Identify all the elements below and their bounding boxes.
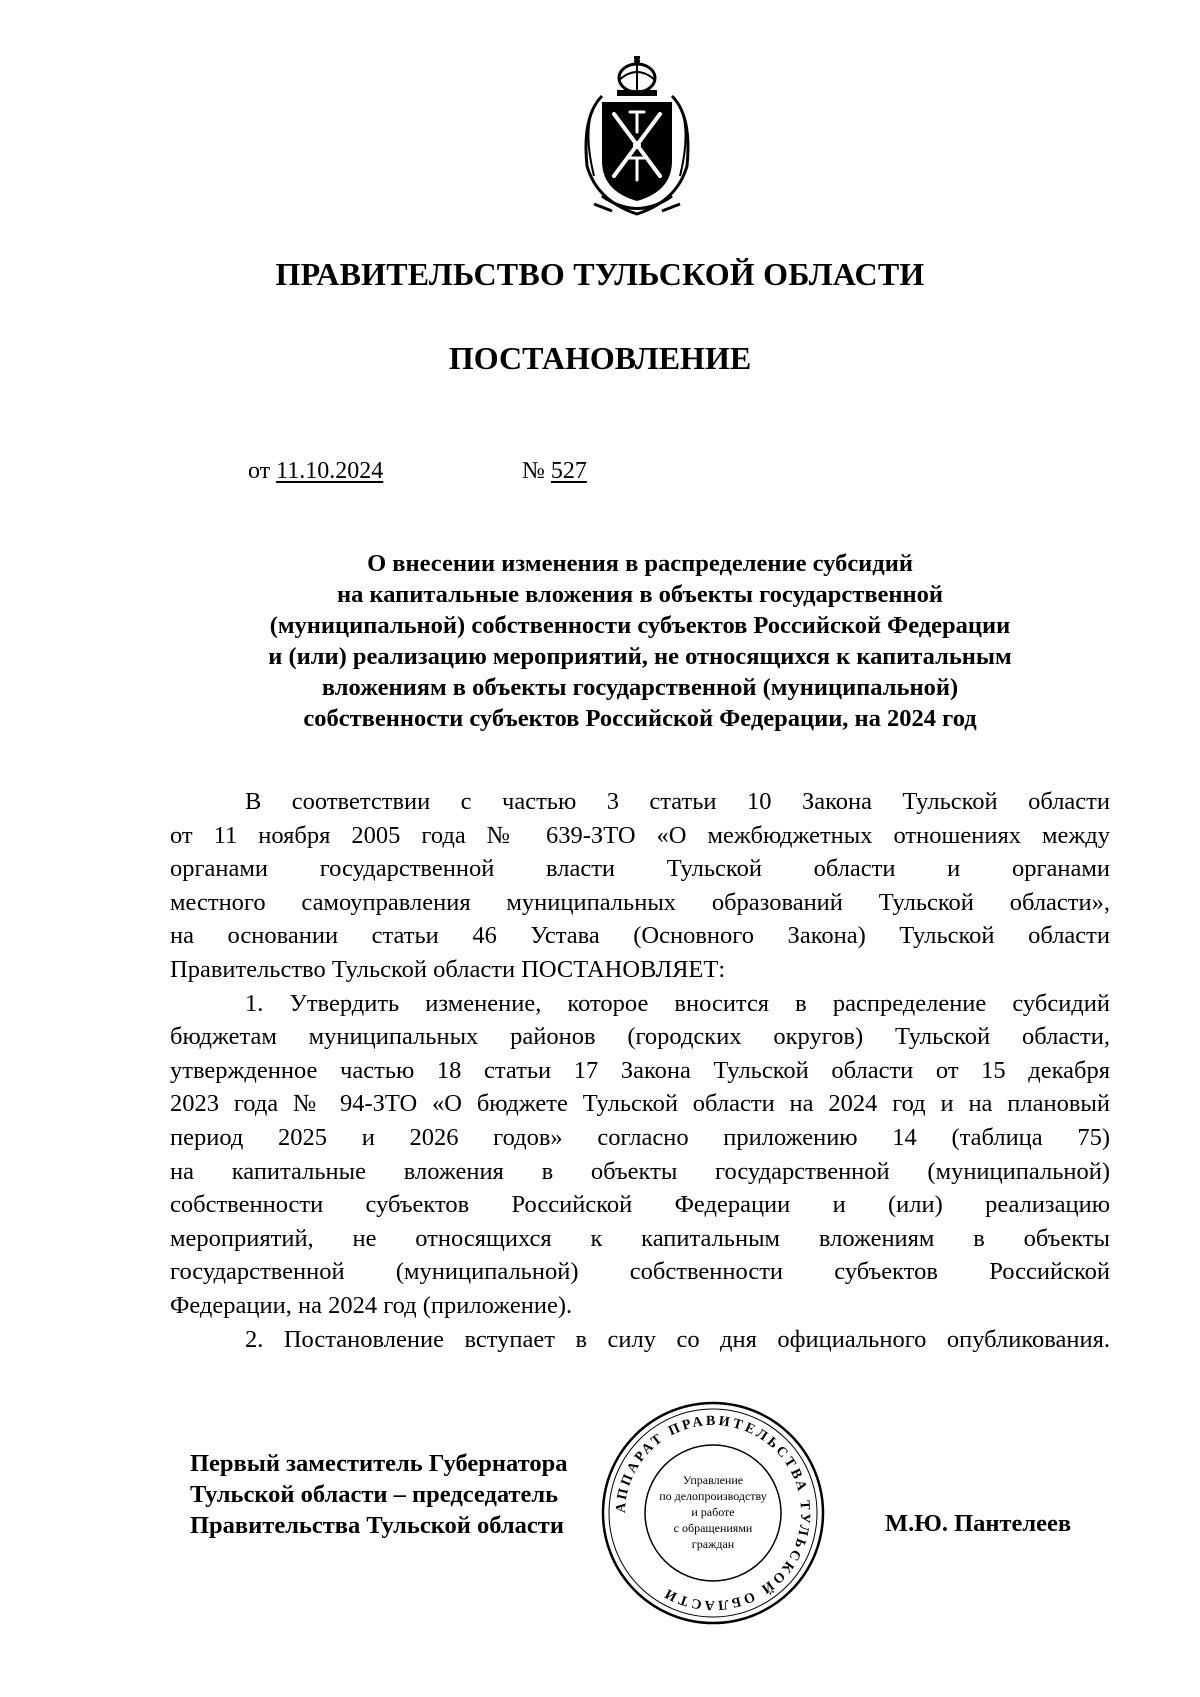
subject-line: (муниципальной) собственности субъектов Российской Федерации [269, 612, 1011, 639]
body-line: период 2025 и 2026 годов» согласно приложению 14 (таблица 75) [170, 1123, 1110, 1151]
subject-line: и (или) реализацию мероприятий, не относящихся к капитальным [268, 643, 1012, 670]
stamp-center-line: Управление [682, 1473, 744, 1487]
number-value: 527 [550, 458, 587, 484]
body-line: 1. Утвердить изменение, которое вносится в распределение субсидий [245, 989, 1110, 1017]
subject-line: собственности субъектов Российской Федерации, на 2024 год [303, 705, 977, 732]
signatory-name: М.Ю. Пантелеев [885, 1510, 1072, 1537]
position-line: Тульской области – председатель [190, 1481, 559, 1508]
stamp-center-line: граждан [691, 1537, 735, 1551]
body-line: утвержденное частью 18 статьи 17 Закона Тульской области от 15 декабря [170, 1056, 1110, 1084]
stamp-center-line: по делопроизводству [659, 1489, 767, 1503]
signatory-position [190, 1448, 567, 1541]
body-line: бюджетам муниципальных районов (городских округов) Тульской области, [170, 1023, 1110, 1051]
official-stamp [598, 1398, 828, 1628]
number-prefix: № [522, 458, 545, 484]
doc-date [248, 458, 383, 485]
body-line: местного самоуправления муниципальных образований Тульской области», [170, 888, 1110, 916]
body-line: В соответствии с частью 3 статьи 10 Закона Тульской области [245, 788, 1110, 815]
subject-line: на капитальные вложения в объекты государственной [336, 581, 944, 608]
body-line: Правительство Тульской области ПОСТАНОВЛЯЕТ: [170, 955, 726, 983]
coat-of-arms-icon [572, 56, 702, 216]
position-line: Правительства Тульской области [190, 1512, 564, 1539]
body-line: на капитальные вложения в объекты государственной (муниципальной) [170, 1157, 1110, 1185]
body-line: собственности субъектов Российской Федерации и (или) реализацию [170, 1191, 1110, 1219]
org-title: ПРАВИТЕЛЬСТВО ТУЛЬСКОЙ ОБЛАСТИ [275, 256, 925, 292]
body-line: Федерации, на 2024 год (приложение). [170, 1291, 573, 1319]
body-line: от 11 ноября 2005 года № 639-ЗТО «О межбюджетных отношениях между [170, 821, 1110, 849]
doc-body [170, 785, 1110, 1356]
body-line: 2. Постановление вступает в силу со дня официального опубликования. [245, 1325, 1110, 1353]
stamp-ring-text: АППАРАТ ПРАВИТЕЛЬСТВА ТУЛЬСКОЙ ОБЛАСТИ [613, 1413, 813, 1613]
doc-number [522, 458, 587, 485]
position-line: Первый заместитель Губернатора [190, 1450, 568, 1477]
body-line: на основании статьи 46 Устава (Основного Закона) Тульской области [170, 922, 1110, 950]
body-line: органами государственной власти Тульской области и органами [170, 855, 1110, 883]
doc-type-title: ПОСТАНОВЛЕНИЕ [448, 340, 752, 376]
subject-line: О внесении изменения в распределение субсидий [367, 550, 913, 577]
body-line: государственной (муниципальной) собственности субъектов Российской [170, 1258, 1110, 1286]
body-line: 2023 года № 94-ЗТО «О бюджете Тульской области на 2024 год и на плановый [170, 1090, 1110, 1118]
subject-line: вложениям в объекты государственной (муниципальной) [321, 674, 959, 701]
doc-subject [170, 548, 1110, 734]
date-value: 11.10.2024 [276, 458, 384, 484]
stamp-center-line: с обращениями [673, 1521, 753, 1535]
stamp-center-line: и работе [691, 1505, 735, 1519]
date-prefix: от [248, 458, 271, 484]
body-line: мероприятий, не относящихся к капитальным вложениям в объекты [170, 1224, 1110, 1252]
